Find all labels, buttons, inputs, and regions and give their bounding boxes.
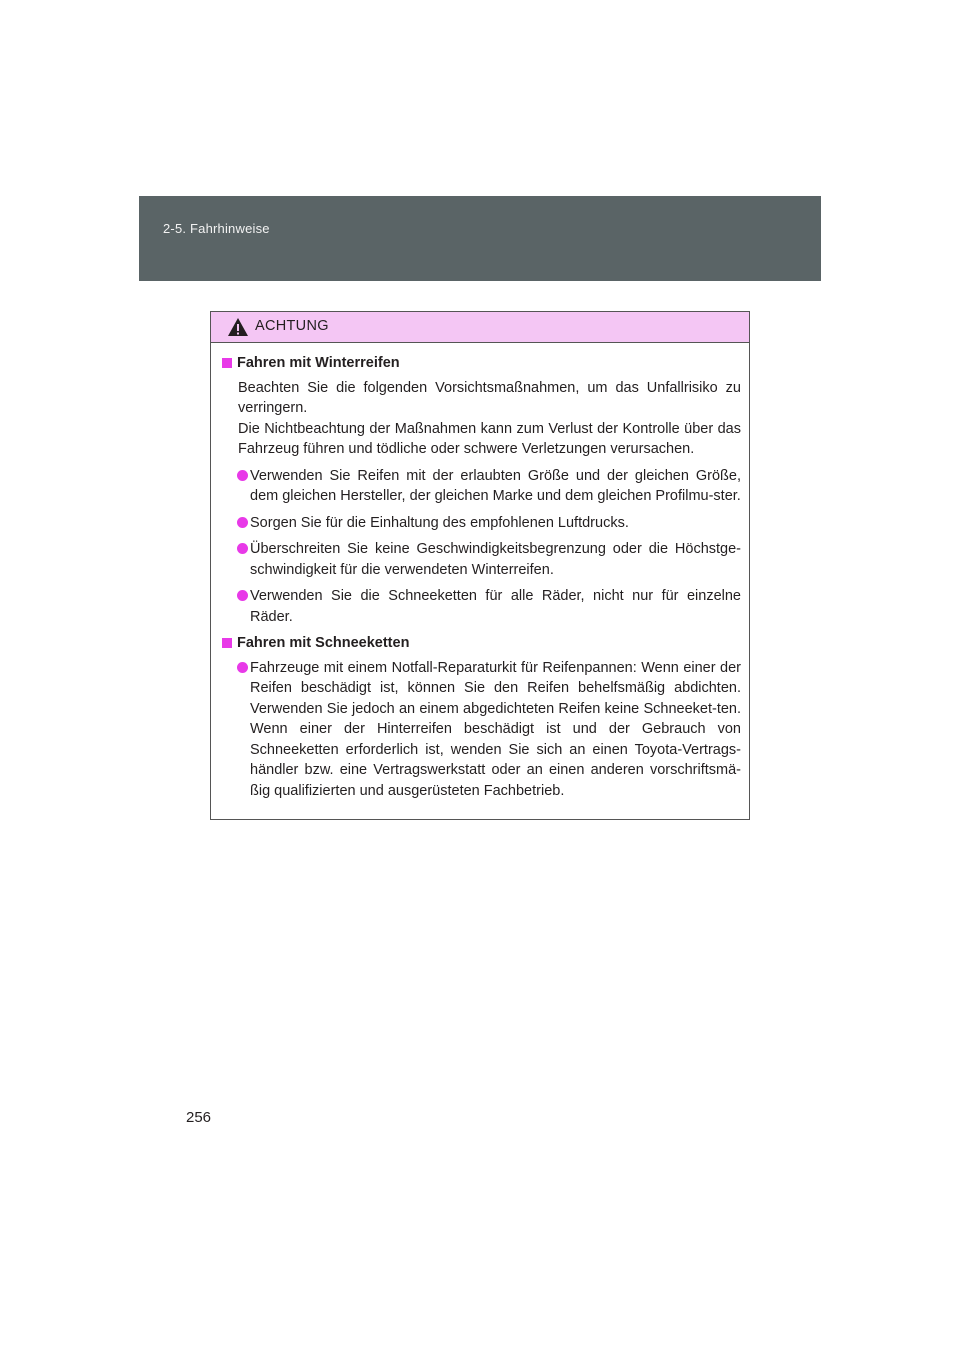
list-item: Verwenden Sie Reifen mit der erlaubten Größe und der gleichen Größe, dem gleichen Hersteller, der gleichen Marke und dem gleichen Profilmu-ster. [238,466,741,507]
page-number: 256 [186,1109,212,1126]
list-item: Verwenden Sie die Schneeketten für alle Räder, nicht nur für einzelne Räder. [238,586,741,627]
section-heading: Fahren mit Winterreifen [219,353,741,374]
intro-paragraph: Beachten Sie die folgenden Vorsichtsmaßnahmen, um das Unfallrisiko zu verringern. Die Nichtbeachtung der Maßnahmen kann zum Verlust der Kontrolle über das Fahrzeug führen und tödliche oder schwere Verletzungen verursachen. [238,379,741,457]
list-item: Überschreiten Sie keine Geschwindigkeitsbegrenzung oder die Höchstge-schwindigkeit für die verwendeten Winterreifen. [238,539,741,580]
list-item: Sorgen Sie für die Einhaltung des empfohlenen Luftdrucks. [238,513,741,534]
section-heading: Fahren mit Schneeketten [219,633,741,654]
warning-body [211,343,749,801]
round-bullet-icon [237,470,248,481]
round-bullet-icon [237,662,248,673]
section-title: 2-5. Fahrhinweise [163,221,270,236]
warning-box [210,311,750,820]
section-header-band [139,196,821,281]
warning-triangle-icon [227,317,249,337]
square-bullet-icon [222,638,232,648]
square-bullet-icon [222,358,232,368]
round-bullet-icon [237,590,248,601]
warning-header [211,312,749,343]
list-item: Fahrzeuge mit einem Notfall-Reparaturkit für Reifenpannen: Wenn einer der Reifen beschädigt ist, können Sie den Reifen behelfsmäßig abdichten. Verwenden Sie jedoch an einem abgedichteten Reifen keine Schneeket-ten. Wenn einer der Hinterreifen beschädigt ist und der Gebrauch von Schneeketten erforderlich ist, wenden Sie sich an einen Toyota-Vertrags-händler bzw. eine Vertragswerkstatt oder an einen anderen vorschriftsmä-ßig qualifizierten und ausgerüsteten Fachbetrieb. [238,658,741,802]
round-bullet-icon [237,517,248,528]
round-bullet-icon [237,543,248,554]
warning-title: ACHTUNG [255,318,329,334]
